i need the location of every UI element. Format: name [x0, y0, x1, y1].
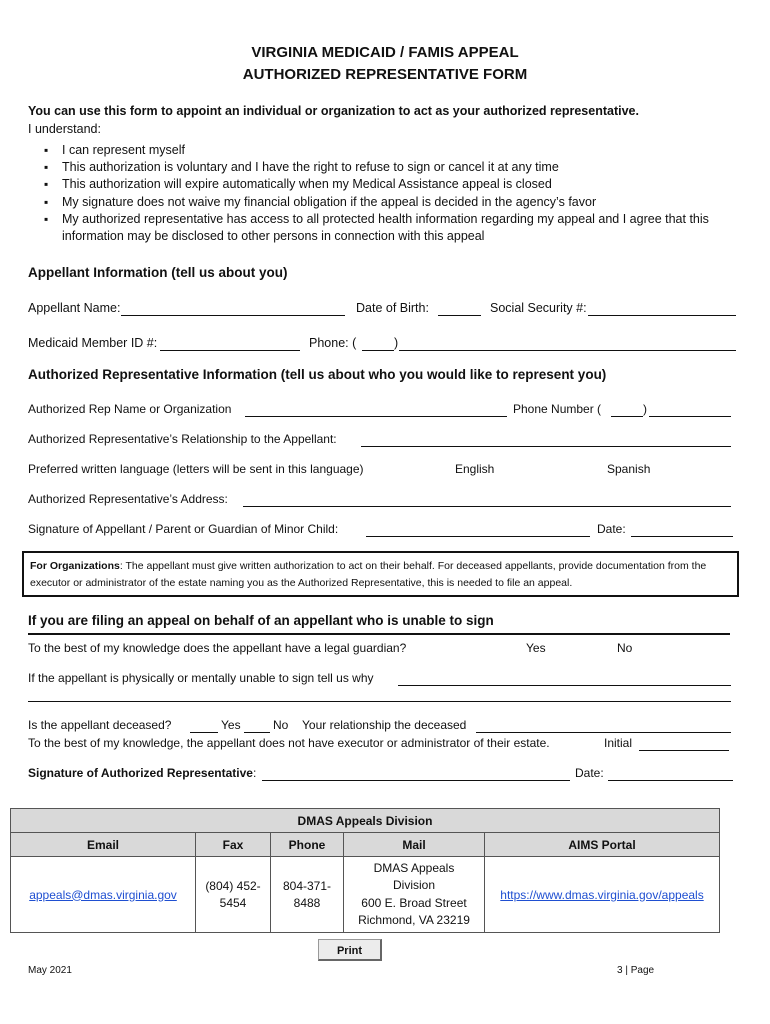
appellant-phone-label: Phone: (	[309, 336, 357, 350]
dmas-header-fax: Fax	[196, 833, 271, 857]
dmas-phone-line1: 804-371-	[282, 878, 332, 893]
footer-page-number: 3 | Page	[617, 965, 655, 976]
deceased-question: Is the appellant deceased?	[28, 718, 172, 732]
dmas-mail-line3: 600 E. Broad Street	[361, 895, 467, 910]
appellant-phone-area-field[interactable]	[362, 349, 394, 351]
dmas-email-cell	[11, 857, 196, 933]
print-button[interactable]: Print	[318, 939, 382, 961]
guardian-question: To the best of my knowledge does the appellant have a legal guardian?	[28, 641, 407, 655]
member-id-label: Medicaid Member ID #:	[28, 336, 158, 350]
deceased-no-blank[interactable]	[244, 731, 270, 733]
estate-statement: To the best of my knowledge, the appellant does not have executor or administrator of their estate.	[28, 736, 550, 750]
rep-phone-close: )	[643, 402, 647, 416]
organizations-note	[22, 551, 739, 597]
language-label: Preferred written language (letters will be sent in this language)	[28, 462, 364, 476]
appellant-signature-date-label: Date:	[597, 522, 626, 536]
dmas-portal-cell	[485, 857, 720, 933]
unable-heading: If you are filing an appeal on behalf of an appellant who is unable to sign	[28, 613, 494, 628]
unable-why-field[interactable]	[398, 684, 731, 686]
dmas-phone-line2: 8488	[293, 895, 321, 910]
bullet-item: ▪ My signature does not waive my financial obligation if the appeal is decided in the agency’s favor	[44, 194, 742, 211]
appellant-heading: Appellant Information (tell us about you)	[28, 265, 288, 280]
dmas-portal-link[interactable]: https://www.dmas.virginia.gov/appeals	[500, 887, 704, 902]
language-option-spanish[interactable]: Spanish	[607, 462, 651, 476]
deceased-no-option: No	[273, 718, 289, 732]
relationship-field[interactable]	[361, 445, 731, 447]
bullet-item: ▪ My authorized representative has access to all protected health information regarding my appeal and I agree that this information may be disclosed to other persons in connection with this appeal	[44, 211, 742, 245]
intro-lead: You can use this form to appoint an individual or organization to act as your authorized representative.	[28, 104, 639, 118]
rep-phone-area-field[interactable]	[611, 415, 643, 417]
intro-understand: I understand:	[28, 122, 101, 136]
rep-address-label: Authorized Representative’s Address:	[28, 492, 228, 506]
dmas-header-email: Email	[11, 833, 196, 857]
appellant-phone-field[interactable]	[399, 349, 736, 351]
rep-signature-field[interactable]	[262, 779, 570, 781]
dmas-header-mail: Mail	[344, 833, 485, 857]
rep-heading: Authorized Representative Information (tell us about who you would like to represent you)	[28, 367, 607, 382]
dmas-contact-table	[10, 808, 720, 933]
rep-name-field[interactable]	[245, 415, 507, 417]
bullet-item: ▪ This authorization will expire automatically when my Medical Assistance appeal is closed	[44, 176, 742, 193]
organizations-note-label: For Organizations	[30, 560, 120, 572]
unable-why-field-line2[interactable]	[28, 700, 731, 702]
initial-label: Initial	[604, 736, 633, 750]
rep-name-label: Authorized Rep Name or Organization	[28, 402, 232, 416]
dob-label: Date of Birth:	[356, 301, 429, 315]
dmas-fax-cell	[196, 857, 271, 933]
language-option-english[interactable]: English	[455, 462, 495, 476]
dmas-mail-cell	[344, 857, 485, 933]
appellant-phone-close: )	[394, 336, 399, 350]
dmas-mail-line1: DMAS Appeals	[373, 860, 455, 875]
unable-why-question: If the appellant is physically or mentally unable to sign tell us why	[28, 671, 374, 685]
rep-signature-date-label: Date:	[575, 766, 604, 780]
appellant-signature-date-field[interactable]	[631, 535, 733, 537]
appellant-name-label: Appellant Name:	[28, 301, 121, 315]
appellant-signature-field[interactable]	[366, 535, 590, 537]
dmas-table-title: DMAS Appeals Division	[11, 809, 720, 833]
rep-phone-field[interactable]	[649, 415, 731, 417]
dmas-mail-line4: Richmond, VA 23219	[358, 913, 470, 927]
deceased-yes-option: Yes	[221, 718, 241, 732]
rep-signature-label-wrap	[28, 766, 256, 780]
footer-date: May 2021	[28, 965, 72, 976]
rep-phone-label: Phone Number (	[513, 402, 602, 416]
guardian-yes-option[interactable]: Yes	[526, 641, 546, 655]
dmas-header-portal: AIMS Portal	[485, 833, 720, 857]
ssn-label: Social Security #:	[490, 301, 587, 315]
rep-signature-label: Signature of Authorized Representative	[28, 766, 253, 780]
guardian-no-option[interactable]: No	[617, 641, 633, 655]
rep-signature-colon: :	[252, 766, 257, 780]
bullet-item: ▪ I can represent myself	[44, 142, 742, 159]
appellant-signature-label: Signature of Appellant / Parent or Guardian of Minor Child:	[28, 522, 339, 536]
deceased-relationship-field[interactable]	[476, 731, 731, 733]
dob-field[interactable]	[438, 314, 481, 316]
dmas-header-phone: Phone	[271, 833, 344, 857]
member-id-field[interactable]	[160, 349, 300, 351]
organizations-note-text: : The appellant must give written authorization to act on their behalf. For deceased appellants, provide documentation from the executor or administrator of the estate naming you as the Authorized Representative, this is needed to file an appeal.	[30, 560, 707, 589]
relationship-label: Authorized Representative’s Relationship to the Appellant:	[28, 432, 337, 446]
ssn-field[interactable]	[588, 314, 736, 316]
initial-field[interactable]	[639, 749, 729, 751]
dmas-fax-line1: (804) 452-	[205, 878, 261, 893]
dmas-fax-line2: 5454	[219, 895, 247, 910]
appellant-name-field[interactable]	[121, 314, 345, 316]
deceased-yes-blank[interactable]	[190, 731, 218, 733]
rep-address-field[interactable]	[243, 505, 731, 507]
rep-signature-date-field[interactable]	[608, 779, 733, 781]
section-divider	[28, 633, 730, 635]
dmas-phone-cell	[271, 857, 344, 933]
dmas-email-link[interactable]: appeals@dmas.virginia.gov	[29, 887, 177, 902]
dmas-mail-line2: Division	[392, 878, 435, 892]
deceased-relationship-label: Your relationship the deceased	[302, 718, 467, 732]
bullet-item: ▪ This authorization is voluntary and I have the right to refuse to sign or cancel it at any time	[44, 159, 742, 176]
form-title-line1: VIRGINIA MEDICAID / FAMIS APPEAL	[251, 44, 519, 61]
understand-list	[44, 142, 742, 245]
form-title-line2: AUTHORIZED REPRESENTATIVE FORM	[242, 66, 528, 83]
